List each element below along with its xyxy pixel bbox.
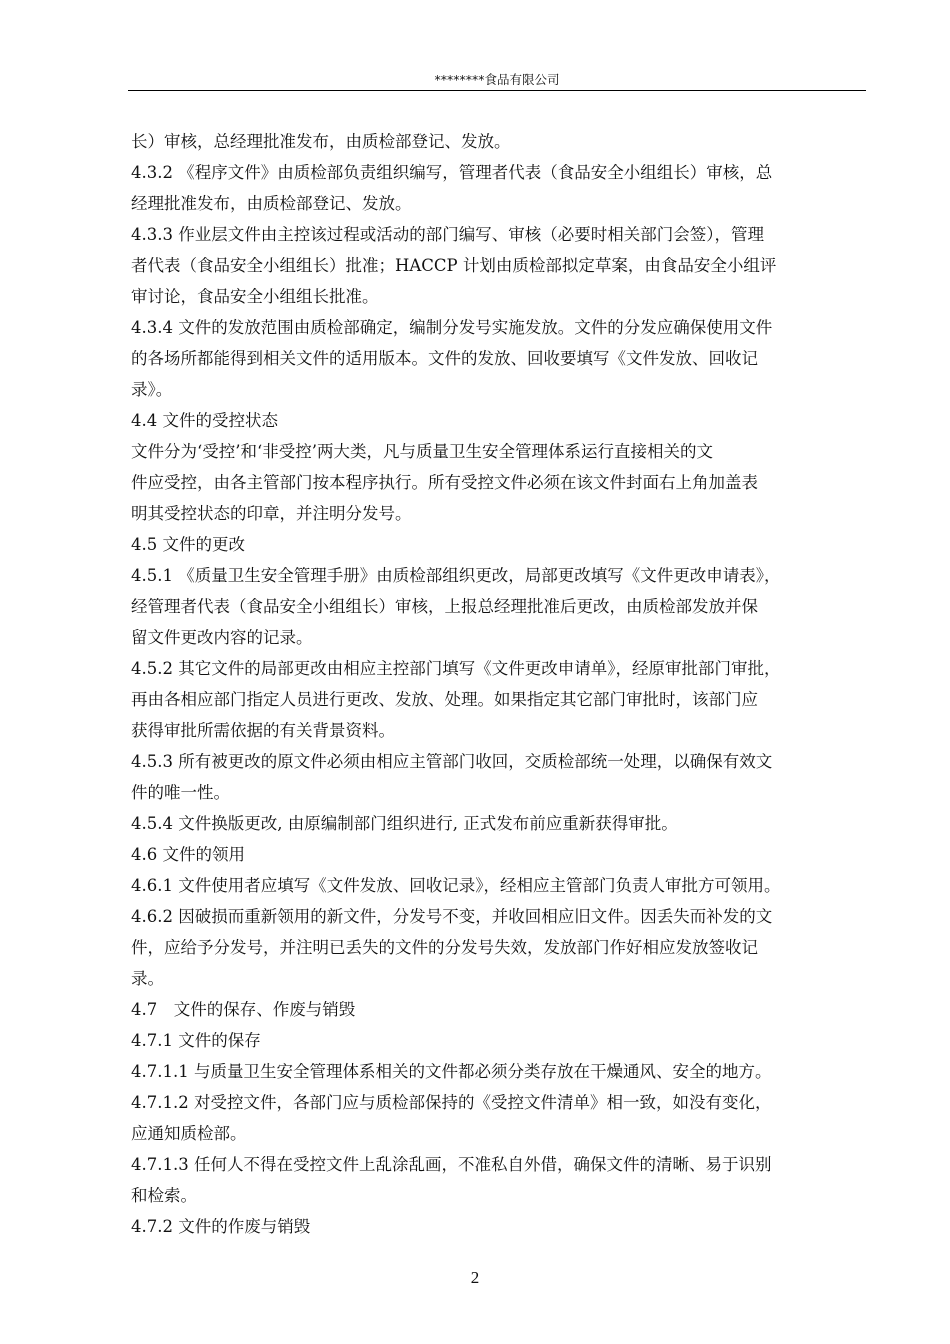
text-line: 经管理者代表（食品安全小组组长）审核，上报总经理批准后更改，由质检部发放并保 [131,597,758,616]
text-line: 4.5 文件的更改 [131,535,245,554]
text-line: 4.3.2 《程序文件》由质检部负责组织编写，管理者代表（食品安全小组组长）审核，总 [131,163,773,182]
text-line: 文件分为‘受控’和‘非受控’两大类，凡与质量卫生安全管理体系运行直接相关的文 [131,442,713,461]
text-line: 4.6 文件的领用 [131,845,245,864]
page-number: 2 [470,1268,480,1287]
text-line: 的各场所都能得到相关文件的适用版本。文件的发放、回收要填写《文件发放、回收记 [131,349,758,368]
text-line: 录。 [131,969,164,988]
text-line: 4.3.4 文件的发放范围由质检部确定，编制分发号实施发放。文件的分发应确保使用文件 [131,318,773,337]
page-header [128,72,866,91]
text-line: 留文件更改内容的记录。 [131,628,313,647]
text-line: 4.7.1.1 与质量卫生安全管理体系相关的文件都必须分类存放在干燥通风、安全的地方。 [131,1062,772,1081]
text-line: 4.5.2 其它文件的局部更改由相应主控部门填写《文件更改申请单》，经原审批部门审批， [131,659,781,678]
text-line: 4.4 文件的受控状态 [131,411,278,430]
text-line: 长）审核，总经理批准发布，由质检部登记、发放。 [131,132,511,151]
text-line: 4.3.3 作业层文件由主控该过程或活动的部门编写、审核（必要时相关部门会签），管理 [131,225,764,244]
text-line: 4.5.4 文件换版更改, 由原编制部门组织进行, 正式发布前应重新获得审批。 [131,814,678,833]
text-line: 件的唯一性。 [131,783,230,802]
text-line: 件应受控，由各主管部门按本程序执行。所有受控文件必须在该文件封面右上角加盖表 [131,473,758,492]
text-line: 者代表（食品安全小组组长）批准；HACCP 计划由质检部拟定草案，由食品安全小组评 [131,256,777,275]
text-line: 4.7.1.2 对受控文件，各部门应与质检部保持的《受控文件清单》相一致，如没有变化， [131,1093,772,1112]
text-line: 和检索。 [131,1186,197,1205]
text-line: 件，应给予分发号，并注明已丢失的文件的分发号失效，发放部门作好相应发放签收记 [131,938,758,957]
text-line: 明其受控状态的印章，并注明分发号。 [131,504,412,523]
text-line: 4.7.2 文件的作废与销毁 [131,1217,311,1236]
text-line: 审讨论，食品安全小组组长批准。 [131,287,379,306]
text-line: 4.7 文件的保存、作废与销毁 [131,1000,356,1019]
text-line: 4.7.1.3 任何人不得在受控文件上乱涂乱画，不准私自外借，确保文件的清晰、易于识别 [131,1155,772,1174]
text-line: 录》。 [131,380,173,399]
text-line: 应通知质检部。 [131,1124,247,1143]
text-line: 4.5.3 所有被更改的原文件必须由相应主管部门收回，交质检部统一处理，以确保有效文 [131,752,773,771]
text-line: 获得审批所需依据的有关背景资料。 [131,721,395,740]
text-line: 4.6.2 因破损而重新领用的新文件，分发号不变，并收回相应旧文件。因丢失而补发的文 [131,907,773,926]
text-line: 4.6.1 文件使用者应填写《文件发放、回收记录》，经相应主管部门负责人审批方可领用。 [131,876,781,895]
company-name: ********食品有限公司 [434,72,560,87]
text-line: 4.7.1 文件的保存 [131,1031,261,1050]
document-body [131,126,864,1242]
text-line: 经理批准发布，由质检部登记、发放。 [131,194,412,213]
text-line: 4.5.1 《质量卫生安全管理手册》由质检部组织更改，局部更改填写《文件更改申请表》， [131,566,781,585]
text-line: 再由各相应部门指定人员进行更改、发放、处理。如果指定其它部门审批时，该部门应 [131,690,758,709]
